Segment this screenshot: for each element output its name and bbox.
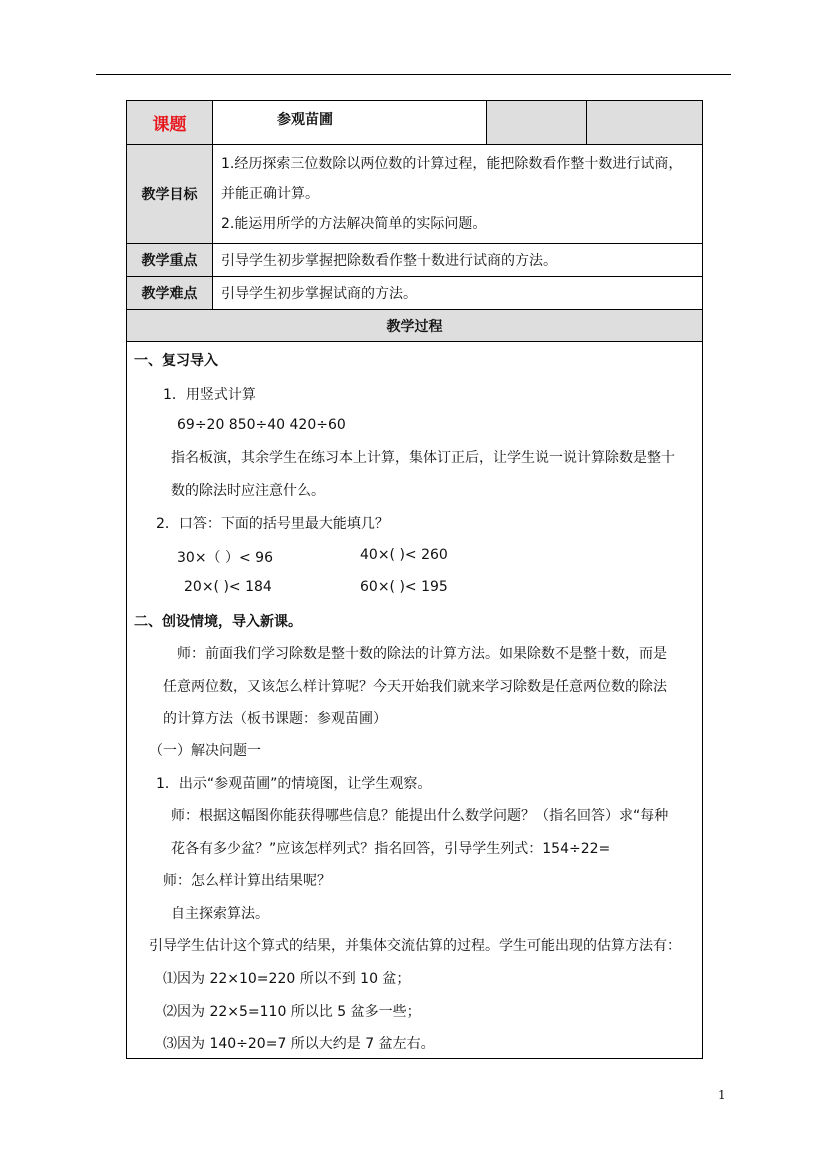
teacher-intro-line-1: 师：前面我们学习除数是整十数的除法的计算方法。如果除数不是整十数，而是 [177, 646, 667, 662]
section-2-heading: 二、创设情境，导入新课。 [134, 614, 302, 630]
key-label-cell [127, 244, 213, 277]
oral-question-4: 60×( )< 195 [360, 579, 448, 595]
difficulty-text: 引导学生初步掌握试商的方法。 [221, 286, 417, 302]
key-text: 引导学生初步掌握把除数看作整十数进行试商的方法。 [221, 253, 557, 269]
self-explore: 自主探索算法。 [171, 906, 269, 922]
header-rule [96, 74, 731, 75]
goals-content-cell [213, 145, 703, 244]
teacher-intro-line-3: 的计算方法（板书课题：参观苗圃） [163, 711, 387, 727]
estimate-method-1: ⑴因为 22×10=220 所以不到 10 盆； [163, 971, 411, 987]
teacher-intro-line-2: 任意两位数，又该怎么样计算呢？今天开始我们就来学习除数是任意两位数的除法 [163, 679, 667, 695]
process-heading: 教学过程 [386, 318, 443, 335]
teacher-question-line-1: 师：根据这幅图你能获得哪些信息？能提出什么数学问题？（指名回答）求“每种 [171, 808, 669, 824]
estimate-method-2: ⑵因为 22×5=110 所以比 5 盆多一些； [163, 1004, 421, 1020]
subsection-1-heading: （一）解决问题一 [149, 743, 261, 759]
difficulty-label: 教学难点 [141, 286, 198, 302]
teacher-how-question: 师：怎么样计算出结果呢？ [163, 873, 331, 889]
difficulty-content-cell [213, 277, 703, 310]
review-item-2: 2．口答：下面的括号里最大能填几？ [156, 516, 389, 532]
review-item-1: 1．用竖式计算 [163, 387, 256, 403]
subject-label-cell [127, 101, 213, 145]
teacher-question-line-2: 花各有多少盆？”应该怎样列式？指名回答，引导学生列式：154÷22= [171, 841, 611, 857]
goals-label-cell [127, 145, 213, 244]
blank-header-cell-1 [487, 101, 587, 145]
estimate-intro: 引导学生估计这个算式的结果，并集体交流估算的过程。学生可能出现的估算方法有： [149, 938, 681, 954]
page-number: 1 [718, 1088, 726, 1102]
blank-header-cell-2 [587, 101, 703, 145]
goals-label: 教学目标 [141, 187, 198, 203]
goal-2: 2.能运用所学的方法解决简单的实际问题。 [221, 216, 487, 232]
process-body-cell [127, 342, 703, 1059]
goal-1-line-2: 并能正确计算。 [221, 186, 319, 202]
goal-1-line-1: 1.经历探索三位数除以两位数的计算过程，能把除数看作整十数进行试商， [221, 156, 683, 172]
review-equations: 69÷20 850÷40 420÷60 [177, 417, 346, 433]
review-note-line-2: 数的除法时应注意什么。 [171, 483, 325, 499]
subject-label: 课题 [152, 115, 187, 135]
oral-question-3: 20×( )< 184 [184, 579, 272, 595]
oral-question-2: 40×( )< 260 [360, 547, 448, 563]
oral-question-1: 30×（ ）< 96 [177, 550, 273, 566]
section-1-heading: 一、复习导入 [134, 353, 218, 369]
estimate-method-3: ⑶因为 140÷20=7 所以大约是 7 盆左右。 [163, 1036, 435, 1052]
review-note-line-1: 指名板演，其余学生在练习本上计算，集体订正后，让学生说一说计算除数是整十 [171, 450, 675, 466]
key-content-cell [213, 244, 703, 277]
step-1: 1．出示“参观苗圃”的情境图，让学生观察。 [156, 776, 432, 792]
lesson-title-cell [213, 101, 487, 145]
difficulty-label-cell [127, 277, 213, 310]
key-label: 教学重点 [141, 253, 198, 269]
process-heading-cell [127, 310, 703, 342]
lesson-title: 参观苗圃 [277, 112, 333, 128]
lesson-plan-table [126, 100, 703, 1059]
